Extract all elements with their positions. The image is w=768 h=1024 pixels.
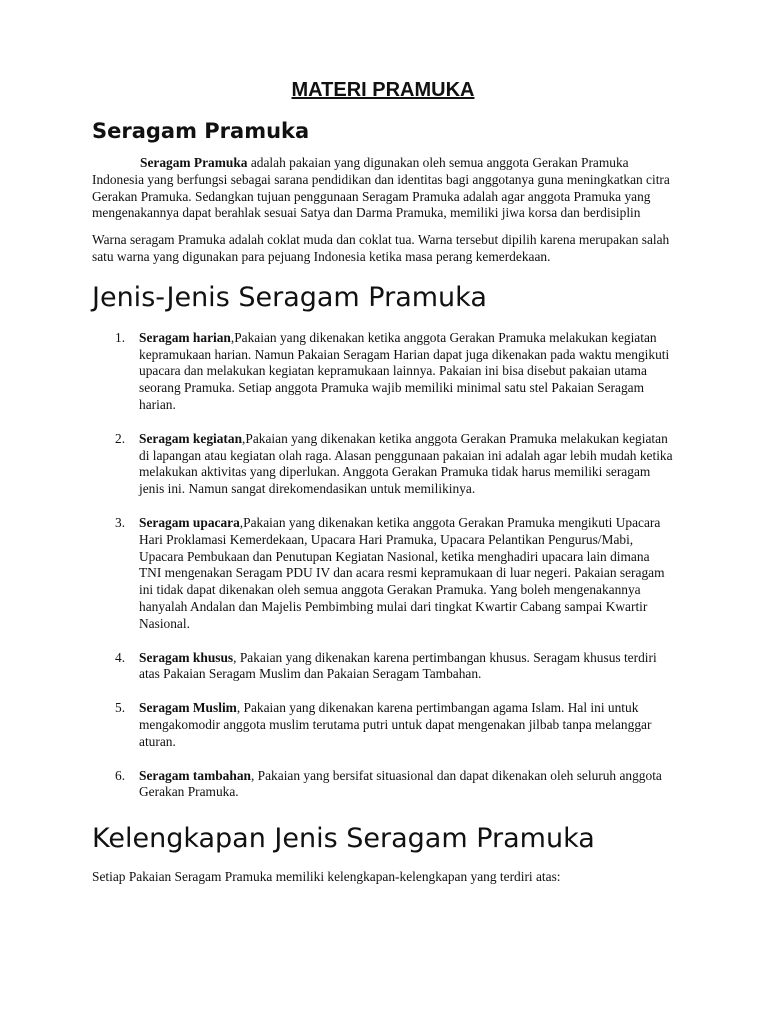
list-item (92, 650, 674, 684)
section-heading-jenis-seragam: Jenis-Jenis Seragam Pramuka (92, 281, 487, 313)
paragraph-colors: Warna seragam Pramuka adalah coklat muda dan coklat tua. Warna tersebut dipilih karena merupakan salah satu warna yang digunakan para pejuang Indonesia ketika masa perang kemerdekaan. (92, 232, 670, 264)
list-text: ,Pakaian yang dikenakan ketika anggota Gerakan Pramuka mengikuti Upacara Hari Proklamasi Kemerdekaan, Upacara Hari Pramuka, Upacara Pelantikan Pengurus/Mabi, Upacara Pembukaan dan Penutupan Kegiatan Nasional, ketika menghadiri upacara lain dimana TNI mengenakan Seragam PDU IV dan acara resmi kepramukaan di luar negeri. Pakaian seragam ini tidak dapat dikenakan oleh semua anggota Gerakan Pramuka. Yang boleh mengenakannya hanyalah Andalan dan Majelis Pembimbing mulai dari tingkat Kwartir Cabang sampai Kwartir Nasional. (139, 514, 665, 631)
paragraph-kelengkapan: Setiap Pakaian Seragam Pramuka memiliki kelengkapan-kelengkapan yang terdiri atas: (92, 869, 561, 885)
uniform-types-list (92, 330, 674, 801)
list-text: , Pakaian yang dikenakan karena pertimbangan khusus. Seragam khusus terdiri atas Pakaian Seragam Muslim dan Pakaian Seragam Tambahan. (139, 649, 657, 682)
list-number: 2. (115, 430, 126, 446)
list-number: 3. (115, 514, 126, 530)
paragraph-text: adalah pakaian yang digunakan oleh semua anggota Gerakan Pramuka Indonesia yang berfungsi sebagai sarana pendidikan dan identitas bagi anggotanya guna meningkatkan citra Gerakan Pramuka. Sedangkan tujuan penggunaan Seragam Pramuka adalah agar anggota Pramuka yang mengenakannya dapat berahlak sesuai Satya dan Darma Pramuka, memiliki jiwa korsa dan berdisiplin (92, 155, 670, 221)
list-term: Seragam tambahan (139, 767, 251, 783)
list-item (92, 768, 674, 802)
list-term: Seragam khusus (139, 649, 234, 665)
list-term: Seragam upacara (139, 514, 240, 530)
list-term: Seragam kegiatan (139, 430, 243, 446)
list-number: 6. (115, 767, 126, 783)
list-number: 4. (115, 649, 126, 665)
list-term: Seragam harian (139, 329, 231, 345)
list-text: , Pakaian yang bersifat situasional dan dapat dikenakan oleh seluruh anggota Gerakan Pramuka. (139, 767, 662, 800)
list-number: 5. (115, 700, 126, 716)
section-heading-seragam-pramuka: Seragam Pramuka (92, 119, 310, 143)
section-heading-kelengkapan: Kelengkapan Jenis Seragam Pramuka (92, 823, 595, 855)
list-item (92, 700, 674, 750)
list-item (92, 431, 674, 498)
paragraph-definition (92, 155, 674, 222)
bold-term: Seragam Pramuka (140, 155, 248, 170)
list-text: , Pakaian yang dikenakan karena pertimbangan agama Islam. Hal ini untuk mengakomodir anggota muslim terutama putri untuk dapat mengenakan jilbab tanpa melanggar aturan. (139, 700, 652, 749)
list-term: Seragam Muslim (139, 700, 237, 716)
list-item (92, 515, 674, 633)
list-number: 1. (115, 329, 126, 345)
list-text: ,Pakaian yang dikenakan ketika anggota Gerakan Pramuka melakukan kegiatan kepramukaan harian. Namun Pakaian Seragam Harian dapat juga dikenakan pada waktu mengikuti upacara dan melakukan kegiatan kepramukaan lainnya. Pakaian ini bisa disebut pakaian utama seorang Pramuka. Setiap anggota Pramuka wajib memiliki minimal satu stel Pakaian Seragam harian. (139, 329, 670, 412)
list-item (92, 330, 674, 414)
list-text: ,Pakaian yang dikenakan ketika anggota Gerakan Pramuka melakukan kegiatan di lapangan atau kegiatan olah raga. Alasan penggunaan pakaian ini adalah agar lebih mudah ketika melakukan aktivitas yang diperlukan. Anggota Gerakan Pramuka tidak harus memiliki seragam jenis ini. Namun sangat direkomendasikan untuk memilikinya. (139, 430, 673, 497)
document-title: MATERI PRAMUKA (291, 79, 475, 101)
